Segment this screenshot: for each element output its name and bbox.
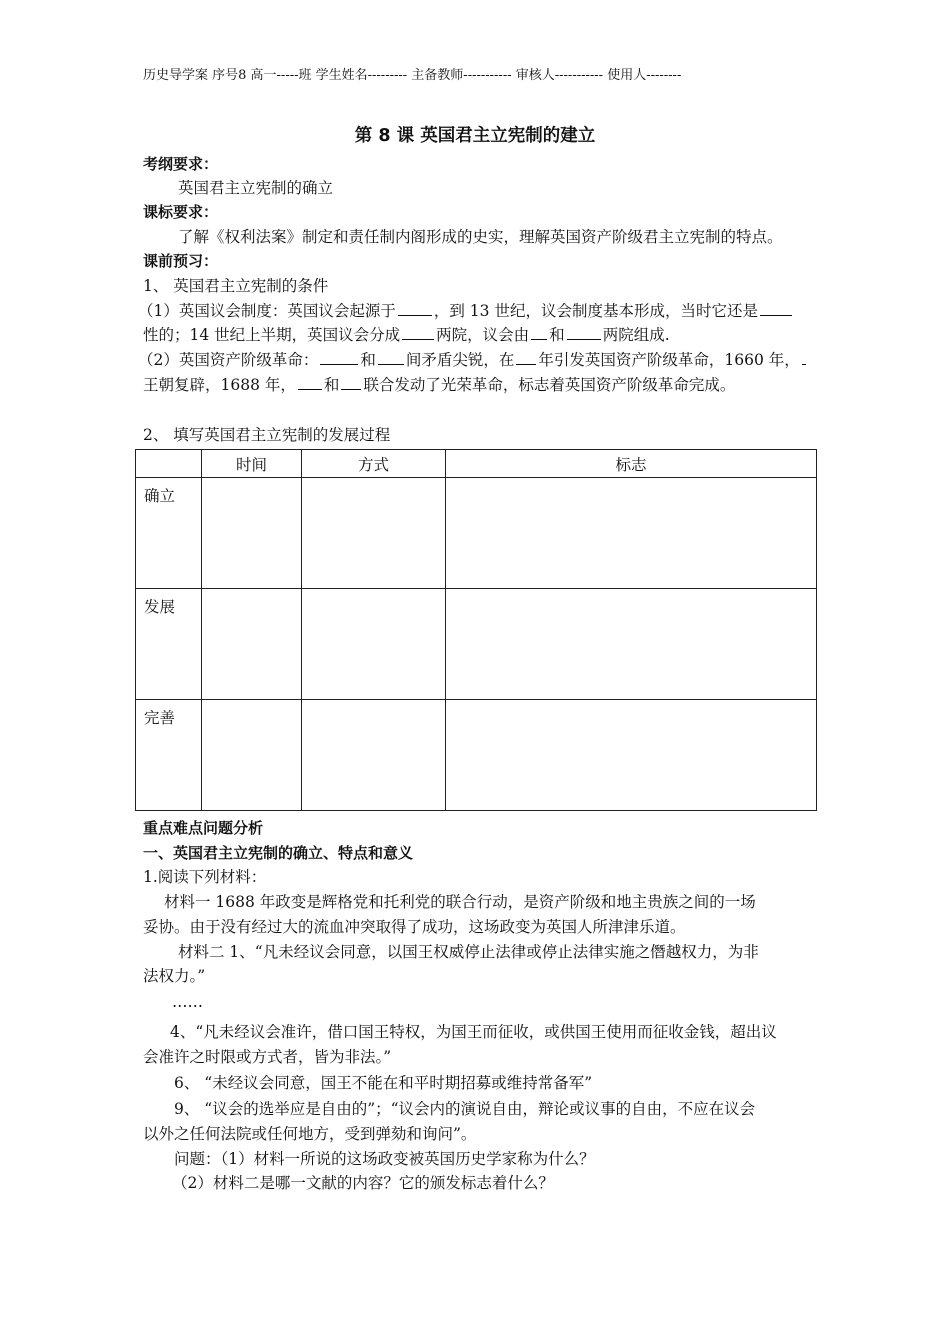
preview-p1-line1 bbox=[138, 301, 794, 321]
material-2-item6: 6、 “未经议会同意，国王不能在和平时期招募或维持常备军” bbox=[174, 1074, 593, 1092]
page-header: 历史导学案 序号8 高一-----班 学生姓名--------- 主备教师----------- 审核人----------- 使用人-------- bbox=[143, 68, 682, 83]
kaogang-text: 英国君主立宪制的确立 bbox=[178, 179, 334, 197]
fill-blank[interactable] bbox=[402, 325, 434, 340]
table-row bbox=[136, 700, 817, 811]
row-label-queli: 确立 bbox=[136, 478, 202, 589]
preview-item1-title: 1、 英国君主立宪制的条件 bbox=[143, 277, 329, 295]
p2-text-b: 和 bbox=[360, 351, 376, 369]
material-2-item9-line1: 9、 “议会的选举应是自由的”；“议会内的演说自由，辩论或议事的自由，不应在议会 bbox=[174, 1100, 756, 1118]
development-table bbox=[135, 449, 817, 811]
fill-blank[interactable] bbox=[341, 375, 361, 390]
answer-cell[interactable] bbox=[446, 589, 817, 700]
p1-text-f: 两院组成. bbox=[602, 326, 670, 344]
table-header-cell bbox=[136, 450, 202, 478]
answer-cell[interactable] bbox=[202, 700, 302, 811]
answer-cell[interactable] bbox=[302, 589, 446, 700]
fill-blank[interactable] bbox=[378, 350, 404, 365]
p1-text-c: 性的；14 世纪上半期，英国议会分成 bbox=[143, 326, 401, 344]
material-2-line2: 法权力。” bbox=[143, 967, 206, 985]
material-1-line2: 妥协。由于没有经过大的流血冲突取得了成功，这场政变为英国人所津津乐道。 bbox=[143, 918, 686, 936]
p2-text-f: 和 bbox=[323, 376, 340, 394]
question-1-part2: （2）材料二是哪一文献的内容？它的颁发标志着什么？ bbox=[172, 1174, 554, 1192]
p1-text-b: ，到 13 世纪，议会制度基本形成，当时它还是 bbox=[433, 302, 758, 320]
table-header-cell: 时间 bbox=[202, 450, 302, 478]
fill-blank[interactable] bbox=[567, 325, 601, 340]
kebiao-label: 课标要求： bbox=[143, 203, 219, 221]
p1-text-a: （1）英国议会制度：英国议会起源于 bbox=[138, 302, 396, 320]
answer-cell[interactable] bbox=[202, 478, 302, 589]
answer-cell[interactable] bbox=[302, 478, 446, 589]
fill-blank[interactable] bbox=[802, 350, 806, 365]
table-row bbox=[136, 589, 817, 700]
answer-cell[interactable] bbox=[202, 589, 302, 700]
material-2-line1: 材料二 1、“凡未经议会同意，以国王权威停止法律或停止法律实施之僭越权力，为非 bbox=[178, 943, 759, 961]
table-header-row bbox=[136, 450, 817, 478]
p2-text-d: 年引发英国资产阶级革命，1660 年， bbox=[538, 351, 800, 369]
p1-text-e: 和 bbox=[549, 326, 565, 344]
question-1-part1: 问题：（1）材料一所说的这场政变被英国历史学家称为什么？ bbox=[174, 1150, 595, 1168]
kaogang-label: 考纲要求： bbox=[143, 155, 219, 173]
preview-p1-line2 bbox=[143, 325, 670, 345]
table-header-cell: 标志 bbox=[446, 450, 817, 478]
table-row bbox=[136, 478, 817, 589]
preview-p2-line1 bbox=[138, 350, 808, 370]
answer-cell[interactable] bbox=[302, 700, 446, 811]
p2-text-c: 间矛盾尖锐，在 bbox=[405, 351, 515, 369]
preview-item2-title: 2、 填写英国君主立宪制的发展过程 bbox=[143, 426, 391, 444]
fill-blank[interactable] bbox=[516, 350, 536, 365]
preview-label: 课前预习： bbox=[143, 252, 219, 270]
material-2-item4-line1: 4、“凡未经议会准许，借口国王特权，为国王而征收，或供国王使用而征收金钱，超出议 bbox=[170, 1023, 777, 1041]
question-1-intro: 1.阅读下列材料： bbox=[143, 868, 267, 886]
p2-text-e: 王朝复辟，1688 年， bbox=[143, 376, 296, 394]
material-1-line1: 材料一 1688 年政变是辉格党和托利党的联合行动，是资产阶级和地主贵族之间的一场 bbox=[164, 893, 756, 911]
preview-p2-line2 bbox=[143, 375, 735, 395]
answer-cell[interactable] bbox=[446, 700, 817, 811]
material-2-item9-line2: 以外之任何法院或任何地方，受到弹劾和询问”。 bbox=[143, 1125, 477, 1143]
p2-text-a: （2）英国资产阶级革命： bbox=[138, 351, 319, 369]
fill-blank[interactable] bbox=[531, 325, 547, 340]
p1-text-d: 两院，议会由 bbox=[436, 326, 530, 344]
material-2-ellipsis: …… bbox=[172, 993, 203, 1011]
table-header-cell: 方式 bbox=[302, 450, 446, 478]
fill-blank[interactable] bbox=[298, 375, 322, 390]
kebiao-text: 了解《权利法案》制定和责任制内阁形成的史实，理解英国资产阶级君主立宪制的特点。 bbox=[178, 228, 783, 246]
row-label-wanshan: 完善 bbox=[136, 700, 202, 811]
fill-blank[interactable] bbox=[398, 301, 432, 316]
page-title: 第 8 课 英国君主立宪制的建立 bbox=[354, 126, 596, 146]
p2-text-g: 联合发动了光荣革命，标志着英国资产阶级革命完成。 bbox=[363, 376, 736, 394]
material-2-item4-line2: 会准许之时限或方式者，皆为非法。” bbox=[143, 1048, 392, 1066]
fill-blank[interactable] bbox=[320, 350, 358, 365]
fill-blank[interactable] bbox=[760, 301, 792, 316]
row-label-fazhan: 发展 bbox=[136, 589, 202, 700]
analysis-heading: 重点难点问题分析 bbox=[143, 819, 264, 837]
answer-cell[interactable] bbox=[446, 478, 817, 589]
section-1-heading: 一、英国君主立宪制的确立、特点和意义 bbox=[143, 844, 414, 862]
